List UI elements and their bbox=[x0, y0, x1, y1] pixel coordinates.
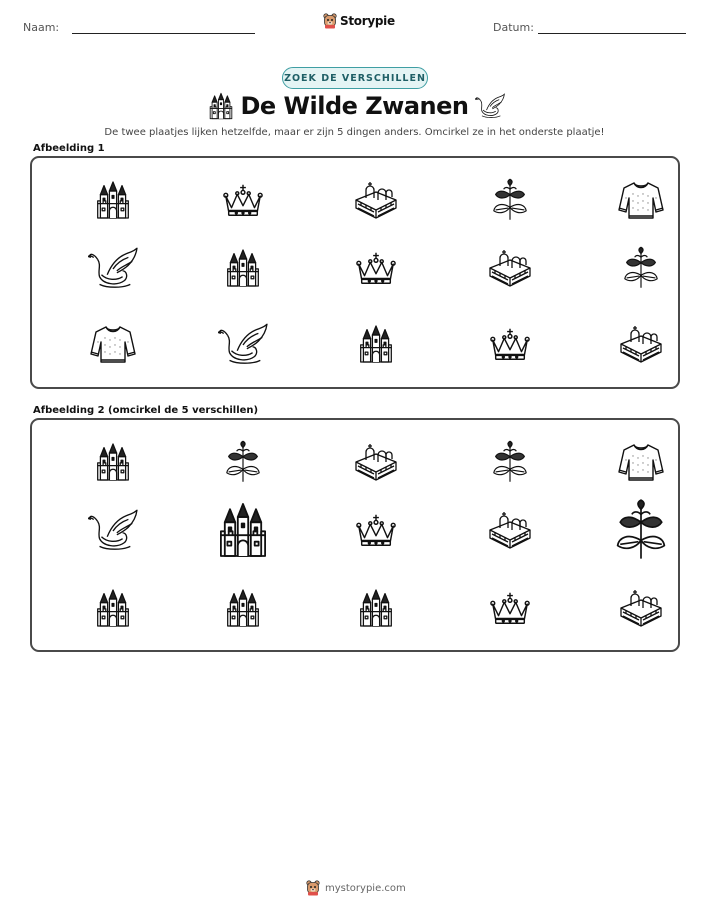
date-label: Datum: bbox=[493, 21, 534, 34]
page-title: De Wilde Zwanen bbox=[240, 92, 469, 120]
graveyard-icon[interactable] bbox=[485, 510, 535, 550]
footer bbox=[306, 880, 406, 896]
picture-2-panel[interactable] bbox=[30, 418, 680, 652]
picture-1-panel bbox=[30, 156, 680, 389]
castle-icon[interactable] bbox=[95, 587, 131, 629]
graveyard-icon[interactable] bbox=[351, 442, 401, 482]
castle-icon[interactable] bbox=[95, 441, 131, 483]
swan-icon bbox=[88, 247, 138, 289]
castle-icon bbox=[358, 323, 394, 365]
bear-icon bbox=[323, 13, 337, 29]
swan-icon[interactable] bbox=[88, 509, 138, 551]
sweater-icon bbox=[90, 324, 136, 364]
crown-icon[interactable] bbox=[355, 512, 397, 548]
nettle-icon[interactable] bbox=[225, 439, 261, 485]
graveyard-icon bbox=[485, 248, 535, 288]
nettle-icon bbox=[623, 245, 659, 291]
castle-icon bbox=[225, 247, 261, 289]
swan-icon bbox=[218, 323, 268, 365]
name-field-line[interactable] bbox=[72, 33, 255, 34]
castle-icon[interactable] bbox=[225, 587, 261, 629]
graveyard-icon bbox=[351, 180, 401, 220]
name-label: Naam: bbox=[23, 21, 60, 34]
brand-name: Storypie bbox=[340, 14, 395, 28]
picture-1-label: Afbeelding 1 bbox=[33, 143, 105, 154]
sweater-icon[interactable] bbox=[618, 442, 664, 482]
footer-url: mystorypie.com bbox=[325, 882, 406, 894]
castle-icon[interactable] bbox=[358, 587, 394, 629]
storypie-logo bbox=[323, 13, 395, 29]
crown-icon bbox=[222, 182, 264, 218]
instructions: De twee plaatjes lijken hetzelfde, maar er zijn 5 dingen anders. Omcirkel ze in het onderste plaatje! bbox=[104, 127, 605, 138]
crown-icon bbox=[355, 250, 397, 286]
nettle-icon[interactable] bbox=[492, 439, 528, 485]
picture-2-label: Afbeelding 2 (omcirkel de 5 verschillen) bbox=[33, 405, 259, 416]
bear-icon bbox=[306, 880, 320, 896]
crown-icon bbox=[489, 326, 531, 362]
swan-icon bbox=[475, 92, 505, 120]
graveyard-icon bbox=[616, 324, 666, 364]
castle-large-icon[interactable] bbox=[217, 500, 269, 560]
date-field-line[interactable] bbox=[538, 33, 686, 34]
nettle-large-icon[interactable] bbox=[615, 498, 667, 562]
sweater-icon bbox=[618, 180, 664, 220]
castle-icon bbox=[95, 179, 131, 221]
nettle-icon bbox=[492, 177, 528, 223]
crown-icon[interactable] bbox=[489, 590, 531, 626]
worksheet-type-badge: ZOEK DE VERSCHILLEN bbox=[282, 67, 428, 89]
graveyard-icon[interactable] bbox=[616, 588, 666, 628]
